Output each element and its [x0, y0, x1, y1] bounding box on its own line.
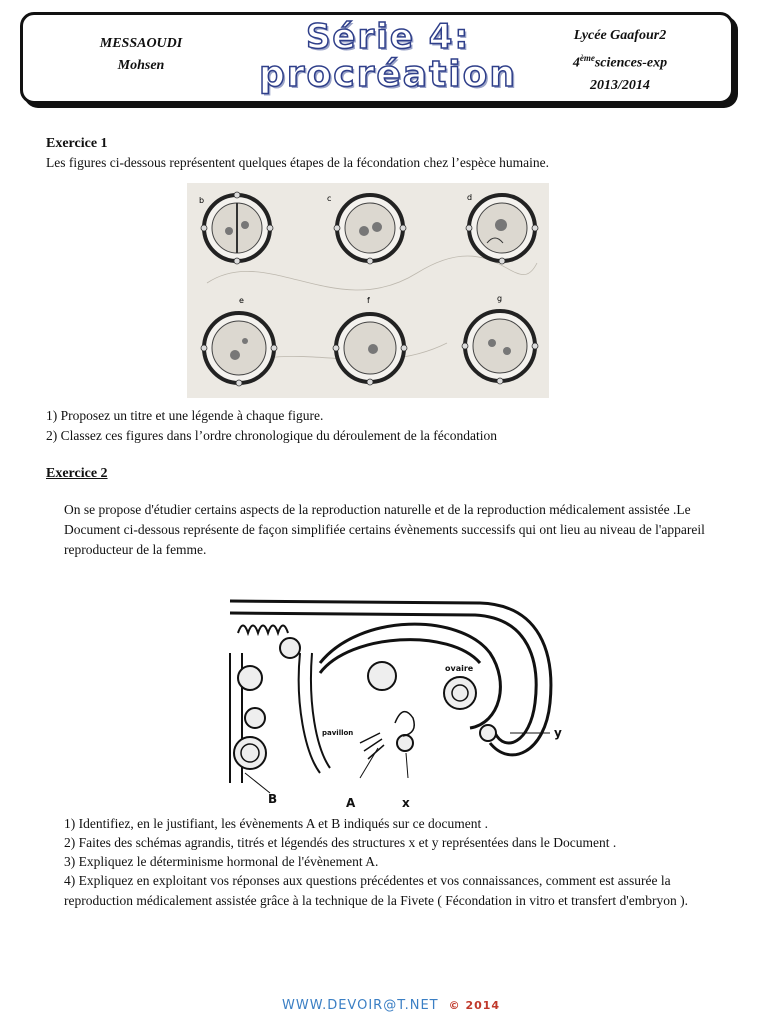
exercise1-intro: Les figures ci-dessous représentent quelques étapes de la fécondation chez l’espèce humaine.	[46, 155, 550, 170]
exercise2-intro: On se propose d'étudier certains aspects de la reproduction naturelle et de la reproduction médicalement assistée .Le Document ci-dessous représente de façon simplifiée certains évènements successifs qui ont lieu au niveau de l'appareil reproducteur de la femme.	[64, 502, 705, 557]
level-num: 4	[572, 55, 580, 71]
label-g: g	[497, 294, 503, 303]
label-d: d	[467, 193, 473, 202]
exercise2-heading: Exercice 2	[46, 466, 108, 481]
author-line2: Mohsen	[117, 58, 165, 73]
footer	[282, 998, 500, 1013]
title-line1: Série 4:	[305, 17, 471, 57]
exercise1-question2: 2) Classez ces figures dans l’ordre chronologique du déroulement de la fécondation	[46, 428, 497, 443]
exercise2-question4: 4) Expliquez en exploitant vos réponses aux questions précédentes et vos connaissances, comment est assurée la reproduction médicalement assistée grâce à la technique de la Fivete ( Fécondation in vitro et transfert d'embryon ).	[64, 873, 688, 908]
level-sup: ème	[579, 53, 595, 63]
label-pavillon: pavillon	[322, 729, 354, 737]
exercise2-question1: 1) Identifiez, en le justifiant, les évènements A et B indiqués sur ce document .	[64, 816, 489, 831]
exercise1-question1: 1) Proposez un titre et une légende à chaque figure.	[46, 408, 324, 423]
label-b: b	[199, 196, 205, 205]
page-title	[228, 19, 548, 95]
fecondation-figures	[187, 183, 549, 398]
exercise2-question3: 3) Expliquez le déterminisme hormonal de l'évènement A.	[64, 854, 379, 869]
header-box	[20, 12, 734, 104]
footer-copyright: © 2014	[448, 999, 501, 1012]
label-ovaire: ovaire	[445, 664, 474, 673]
label-e: e	[239, 296, 244, 305]
school-year: 2013/2014	[590, 77, 650, 93]
school-info	[545, 25, 695, 97]
label-B: B	[268, 792, 278, 806]
reproductive-tract-diagram	[220, 593, 570, 810]
label-A: A	[346, 796, 356, 810]
level-rest: sciences-exp	[594, 55, 668, 71]
school-name: Lycée Gaafour2	[573, 28, 667, 43]
exercise2-question2: 2) Faites des schémas agrandis, titrés et légendés des structures x et y représentées dans le Document .	[64, 835, 617, 850]
label-x: x	[402, 796, 410, 810]
label-y: y	[554, 726, 562, 740]
author-name	[71, 33, 211, 77]
title-line2: procréation	[259, 54, 517, 95]
label-f: f	[367, 296, 370, 305]
footer-site-link[interactable]: WWW.DEVOIR@T.NET	[282, 998, 439, 1013]
exercise1-heading: Exercice 1	[46, 136, 108, 151]
label-c: c	[327, 194, 332, 203]
author-line1: MESSAOUDI	[99, 36, 183, 51]
class-level	[545, 47, 695, 75]
